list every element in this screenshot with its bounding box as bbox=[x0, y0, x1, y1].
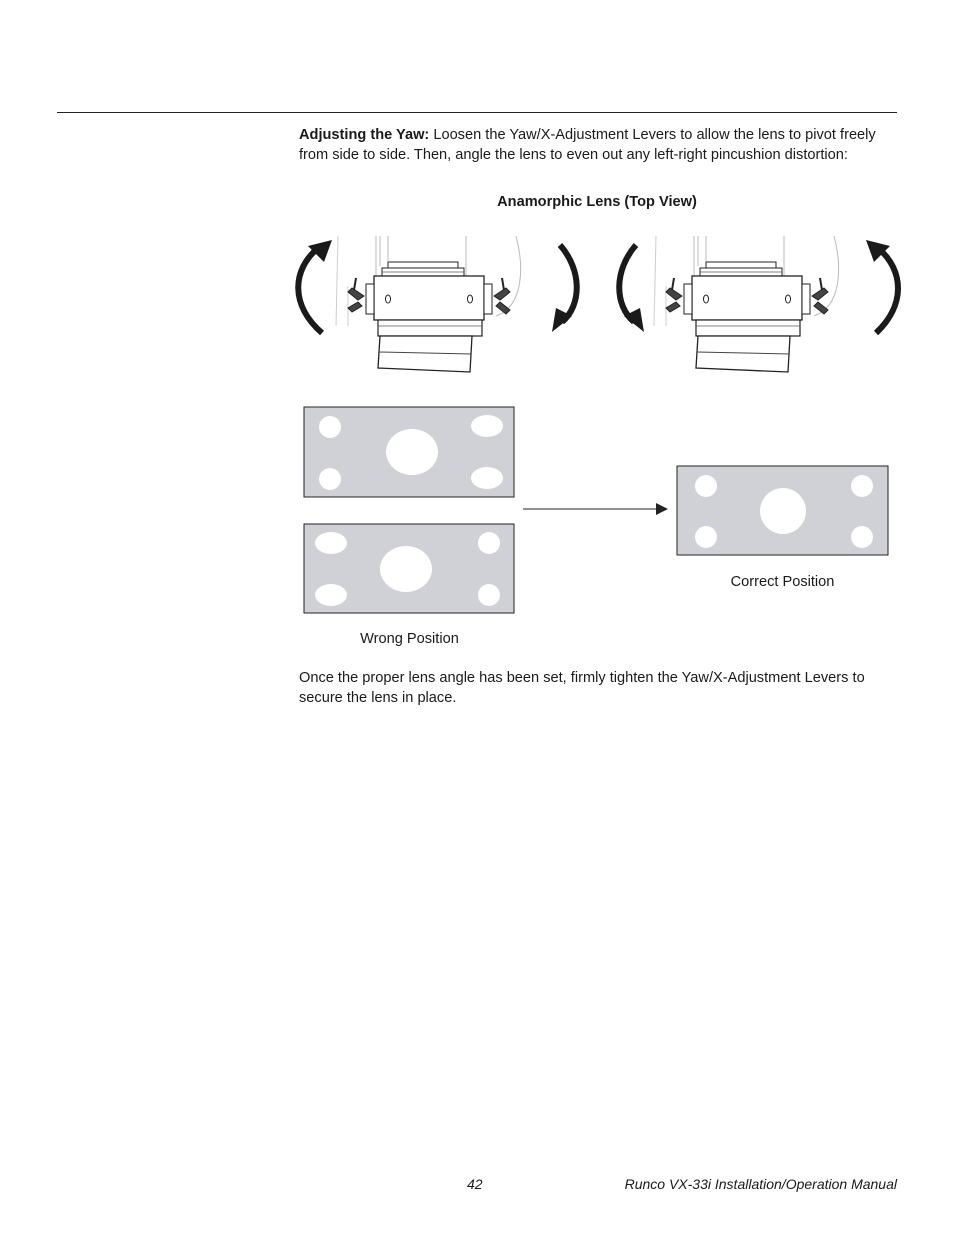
outro-paragraph: Once the proper lens angle has been set, firmly tighten the Yaw/X-Adjustment Levers to secure the lens in place. bbox=[299, 670, 865, 706]
rotate-arrow-right-up bbox=[876, 248, 898, 333]
page-number: 42 bbox=[467, 1176, 483, 1192]
wrong-screen-bottom bbox=[304, 524, 514, 613]
wrong-position-caption: Wrong Position bbox=[360, 631, 459, 647]
lens-left-illustration bbox=[336, 236, 521, 372]
figure-title: Anamorphic Lens (Top View) bbox=[497, 194, 697, 210]
correct-screen bbox=[677, 466, 888, 555]
intro-lead: Adjusting the Yaw: bbox=[299, 127, 430, 143]
correction-arrow-head bbox=[656, 503, 668, 515]
rotate-arrow-left-down bbox=[619, 245, 636, 322]
manual-title: Runco VX-33i Installation/Operation Manual bbox=[624, 1176, 897, 1192]
intro-text: Loosen the Yaw/X-Adjustment Levers to allow the lens to pivot freely from side to side. Then, angle the lens to even out any left-right pincushion distortion: bbox=[299, 127, 876, 163]
correct-position-caption: Correct Position bbox=[730, 574, 835, 590]
rotate-arrow-left-up bbox=[298, 248, 322, 333]
rotate-arrow-right-down bbox=[560, 245, 577, 322]
lens-right-illustration bbox=[654, 236, 839, 372]
wrong-screen-top bbox=[304, 407, 514, 497]
